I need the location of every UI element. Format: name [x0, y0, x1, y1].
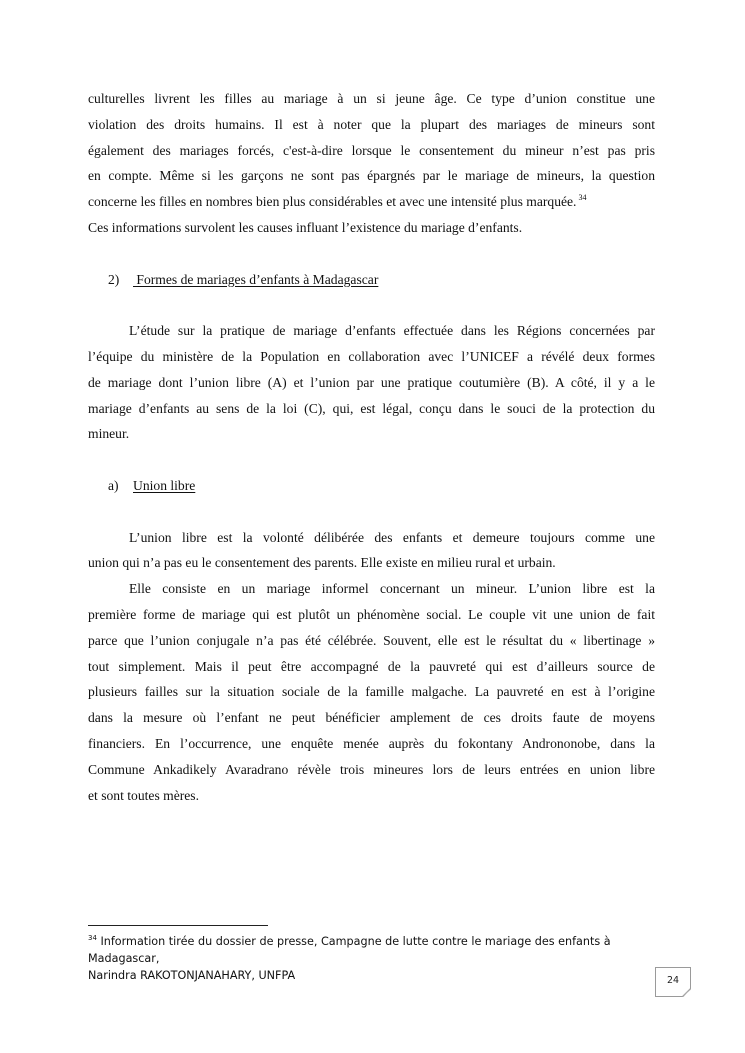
text-line: culturelles livrent les filles au mariage à un si jeune âge. Ce type d’union constitue une: [88, 91, 655, 106]
text-line: l’équipe du ministère de la Population en collaboration avec l’UNICEF a révélé deux formes: [88, 348, 655, 364]
footnote: [88, 930, 668, 984]
footnote-line: [88, 930, 668, 967]
page-curl-icon: [682, 988, 691, 997]
paragraph-forms: [88, 318, 655, 447]
footnote-separator: [88, 925, 268, 926]
text-line: [88, 189, 655, 215]
footnote-number: 34: [88, 934, 97, 942]
footnote-text: Information tirée du dossier de presse, Campagne de lutte contre le mariage des enfants à Madagascar,: [88, 935, 611, 965]
text-line-content: concerne les filles en nombres bien plus considérables et avec une intensité plus marquée.: [88, 194, 577, 210]
text-line: plusieurs failles sur la situation sociale de la famille malgache. La pauvreté en est à l’origine: [88, 684, 655, 700]
page-number-box: [655, 967, 691, 997]
text-line: mariage d’enfants au sens de la loi (C), qui, est légal, conçu dans le souci de la protection du: [88, 400, 655, 416]
paragraph-union-libre-details: [88, 576, 655, 808]
section-heading-2: [88, 267, 655, 293]
text-line: Ces informations survolent les causes influant l’existence du mariage d’enfants.: [88, 219, 523, 235]
page-body: [88, 86, 655, 808]
footnote-reference[interactable]: 34: [578, 193, 587, 203]
page-number: 24: [666, 975, 680, 986]
text-line: financiers. En l’occurrence, une enquête menée auprès du fokontany Andrononobe, dans la: [88, 735, 655, 751]
text-line: également des mariages forcés, c'est-à-dire lorsque le consentement du mineur n’est pas pris: [88, 142, 655, 158]
footnote-line: Narindra RAKOTONJANAHARY, UNFPA: [88, 969, 296, 982]
paragraph-union-libre-definition: [88, 525, 655, 577]
subsection-letter: a): [108, 477, 119, 493]
section-number: 2): [108, 271, 120, 287]
text-line: union qui n’a pas eu le consentement des parents. Elle existe en milieu rural et urbain.: [88, 555, 556, 571]
section-title: Formes de mariages d’enfants à Madagascar: [133, 271, 379, 287]
text-line: première forme de mariage qui est plutôt un phénomène social. Le couple vit une union de fait: [88, 606, 655, 622]
text-line: L’union libre est la volonté délibérée des enfants et demeure toujours comme une: [129, 529, 655, 545]
text-line: parce que l’union conjugale n’a pas été célébrée. Souvent, elle est le résultat du « libertinage »: [88, 632, 655, 648]
text-line: Commune Ankadikely Avaradrano révèle trois mineures lors de leurs entrées en union libre: [88, 761, 655, 777]
text-line: en compte. Même si les garçons ne sont pas épargnés par le mariage de mineurs, la question: [88, 168, 655, 184]
text-line: de mariage dont l’union libre (A) et l’union par une pratique coutumière (B). A côté, il y a le: [88, 374, 655, 390]
subsection-heading-a: [88, 473, 655, 499]
subsection-title: Union libre: [133, 477, 196, 493]
text-line: mineur.: [88, 426, 130, 442]
text-line: violation des droits humains. Il est à noter que la plupart des mariages de mineurs sont: [88, 116, 655, 132]
text-line: Elle consiste en un mariage informel concernant un mineur. L’union libre est la: [129, 581, 655, 597]
text-line: et sont toutes mères.: [88, 787, 199, 803]
text-line: dans la mesure où l’enfant ne peut bénéficier amplement de ces droits faute de moyens: [88, 710, 655, 726]
paragraph-causes: [88, 86, 655, 241]
text-line: tout simplement. Mais il peut être accompagné de la pauvreté qui est d’ailleurs source de: [88, 658, 655, 674]
text-line: L’étude sur la pratique de mariage d’enfants effectuée dans les Régions concernées par: [129, 323, 655, 339]
